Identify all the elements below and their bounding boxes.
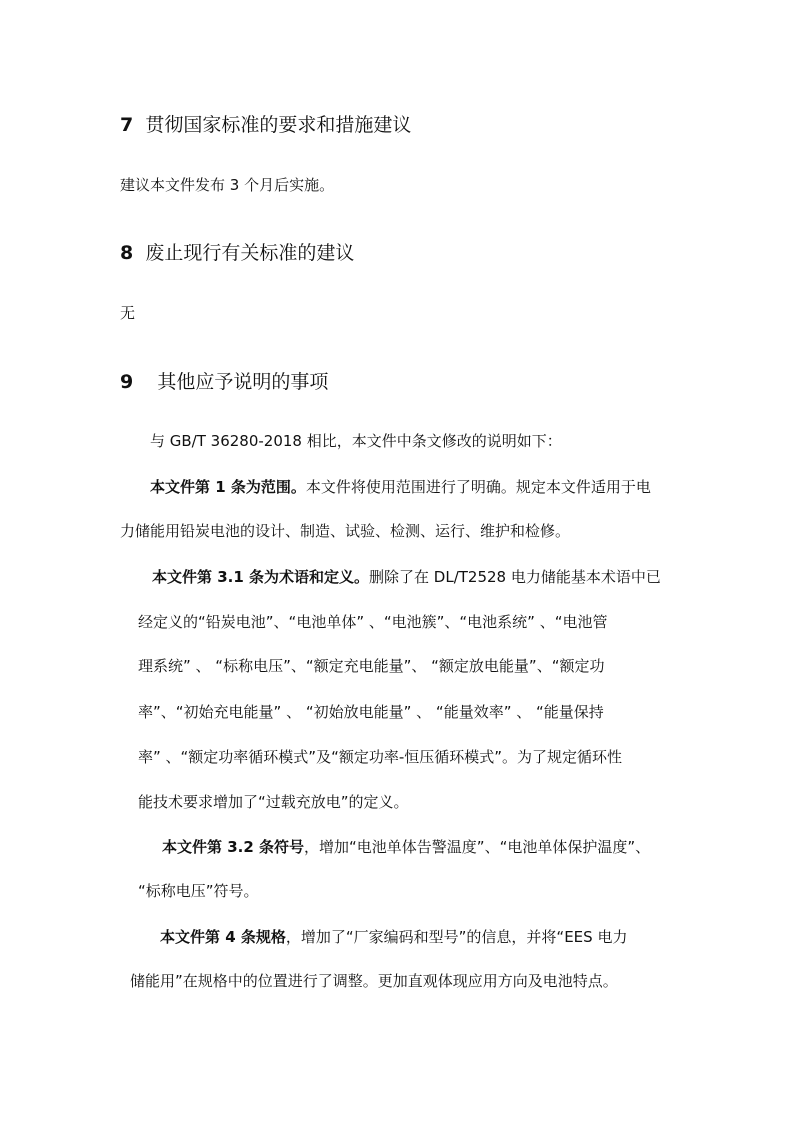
item-4-text-1: ，增加了“厂家编码和型号”的信息，并将“EES 电力 xyxy=(285,928,628,946)
item-4-line-2: 储能用”在规格中的位置进行了调整。更加直观体现应用方向及电池特点。 xyxy=(130,972,618,990)
section-7-number: 7 xyxy=(120,114,134,136)
item-2-line-6: 能技术要求增加了“过载充放电”的定义。 xyxy=(138,793,409,811)
item-4-line-1 xyxy=(160,926,627,947)
item-2-line-4: 率”、“初始充电能量” 、 “初始放电能量” 、 “能量效率” 、 “能量保持 xyxy=(138,703,604,721)
item-2-line-3: 理系统” 、 “标称电压”、“额定充电能量”、 “额定放电能量”、“额定功 xyxy=(138,657,605,675)
section-7-heading xyxy=(120,110,411,137)
item-1-lead: 本文件第 1 条为范围。 xyxy=(150,478,306,496)
item-1-text-1: 本文件将使用范围进行了明确。规定本文件适用于电 xyxy=(305,478,651,496)
section-9-intro: 与 GB/T 36280-2018 相比，本文件中条文修改的说明如下： xyxy=(150,432,562,450)
section-8-number: 8 xyxy=(120,242,134,264)
section-9-number: 9 xyxy=(120,371,134,393)
item-3-line-2: “标称电压”符号。 xyxy=(138,882,259,900)
section-7-title: 贯彻国家标准的要求和措施建议 xyxy=(145,114,412,136)
item-2-line-5: 率” 、“额定功率循环模式”及“额定功率-恒压循环模式”。为了规定循环性 xyxy=(138,748,623,766)
item-1-line-2: 力储能用铅炭电池的设计、制造、试验、检测、运行、维护和检修。 xyxy=(120,522,571,540)
item-2-lead: 本文件第 3.1 条为术语和定义。 xyxy=(152,568,370,586)
item-2-text-1: 删除了在 DL/T2528 电力储能基本术语中已 xyxy=(369,568,661,586)
section-9-title: 其他应予说明的事项 xyxy=(157,371,329,393)
item-4-lead: 本文件第 4 条规格 xyxy=(160,928,286,946)
item-2-line-1 xyxy=(152,566,661,587)
item-3-text-1: ，增加“电池单体告警温度”、“电池单体保护温度”、 xyxy=(304,838,651,856)
item-1-line-1 xyxy=(150,476,651,497)
section-8-heading xyxy=(120,238,354,265)
section-8-title: 废止现行有关标准的建议 xyxy=(145,242,355,264)
item-3-lead: 本文件第 3.2 条符号 xyxy=(162,838,305,856)
section-7-body: 建议本文件发布 3 个月后实施。 xyxy=(120,176,335,194)
item-3-line-1 xyxy=(162,836,650,857)
section-9-heading xyxy=(120,367,328,394)
item-2-line-2: 经定义的“铅炭电池”、“电池单体” 、“电池簇”、“电池系统” 、“电池管 xyxy=(138,613,608,631)
section-8-body: 无 xyxy=(120,304,136,322)
